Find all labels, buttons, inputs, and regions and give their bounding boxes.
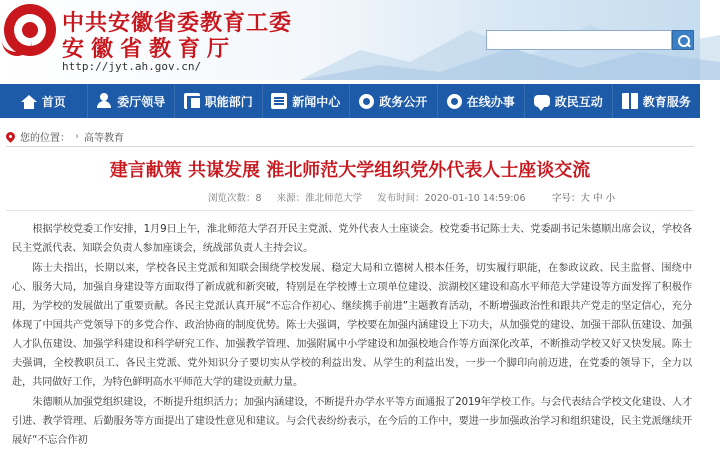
nav-item-leadership[interactable] xyxy=(88,84,176,118)
meta-info xyxy=(208,190,538,204)
article-source: 来源：淮北师范大学 xyxy=(276,193,363,204)
news-icon xyxy=(271,93,287,109)
circle-icon xyxy=(447,94,462,109)
nav-item-home[interactable] xyxy=(0,84,88,118)
breadcrumb-prefix: 您的位置： xyxy=(20,132,70,144)
main-nav xyxy=(0,84,700,118)
nav-item-gov-affairs[interactable] xyxy=(350,84,438,118)
person-icon xyxy=(96,93,112,109)
font-size-small[interactable]: 小 xyxy=(605,193,616,204)
nav-item-departments[interactable] xyxy=(175,84,263,118)
site-url: http://jyt.ah.gov.cn/ xyxy=(62,60,202,73)
chat-icon xyxy=(534,95,550,107)
nav-item-education-services[interactable] xyxy=(613,84,701,118)
article-paragraph: 朱德顺从加强党组织建设，不断提升组织活力；加强内涵建设，不断提升办学水平等方面通报了2019年学校工作。与会代表结合学校文化建设、人才引进、教学管理、后勤服务等方面提出了建设性意见和建议。与会代表纷纷表示，在今后的工作中，要进一步加强政治学习和组织建设，民主党派继续开展好“不忘合作初 xyxy=(12,397,692,446)
font-size-control xyxy=(552,190,615,204)
grid-icon xyxy=(184,93,200,109)
article-paragraph: 根据学校党委工作安排，1月9日上午，淮北师范大学召开民主党派、党外代表人士座谈会。校党委书记陈士夫、党委副书记朱德顺出席会议，学校各民主党派代表、知联会负责人参加座谈会，统战部负责人主持会议。 xyxy=(12,224,692,254)
article-body xyxy=(12,220,692,451)
location-pin-icon xyxy=(4,130,17,143)
search-input[interactable] xyxy=(486,30,672,50)
breadcrumb-current[interactable]: 高等教育 xyxy=(84,132,124,144)
divider xyxy=(6,146,694,147)
site-title-primary[interactable]: 中共安徽省委教育工委 xyxy=(62,11,293,36)
view-count: 浏览次数：8 xyxy=(208,193,262,204)
nav-label: 委厅领导 xyxy=(117,94,166,109)
nav-label: 教育服务 xyxy=(642,94,691,109)
breadcrumb xyxy=(6,128,124,144)
circle-icon xyxy=(359,94,374,109)
nav-label: 在线办事 xyxy=(466,94,515,109)
article-meta xyxy=(0,190,700,206)
article-paragraph: 陈士夫指出，长期以来，学校各民主党派和知联会围绕学校发展、稳定大局和立德树人根本任务，切实履行职能，在参政议政、民主监督、围绕中心、服务大局，加强自身建设等方面取得了新成就和新突破，特别是在学校博士立项单位建设、滨湖校区建设和高水平师范大学建设等方面发挥了积极作用，为学校的发展做出了重要贡献。各民主党派认真开展“不忘合作初心、继续携手前进”主题教育活动，不断增强政治性和跟共产党走的坚定信心，充分体现了中国共产党领导下的多党合作、政治协商的制度优势。陈士夫强调，学校要在加强内涵建设上下功夫，从加强党的建设、加强干部队伍建设、加强人才队伍建设、加强学科建设和科学研究工作、加强教学管理、加强附属中小学建设和加强校地合作等方面深化改革，不断推动学校又好又快发展。陈士夫强调，全校教职员工、各民主党派、党外知识分子要切实从学校的利益出发、从学生的利益出发，一步一个脚印向前迈进，在党委的领导下，全力以赴，共同做好工作，为特色鲜明高水平师范大学的建设贡献力量。 xyxy=(12,263,692,388)
font-size-label: 字号： xyxy=(552,193,581,204)
nav-label: 政务公开 xyxy=(379,94,428,109)
font-size-large[interactable]: 大 xyxy=(580,193,591,204)
home-icon xyxy=(21,95,37,102)
breadcrumb-separator: › xyxy=(75,130,79,142)
publish-date: 发布时间：2020-01-10 14:59:06 xyxy=(377,193,526,204)
divider xyxy=(6,210,694,211)
nav-label: 职能部门 xyxy=(204,94,253,109)
nav-item-interaction[interactable] xyxy=(525,84,613,118)
article-title: 建言献策 共谋发展 淮北师范大学组织党外代表人士座谈交流 xyxy=(109,160,591,181)
site-title-secondary[interactable]: 安徽省教育厅 xyxy=(62,37,237,62)
nav-label: 首页 xyxy=(41,94,66,109)
nav-label: 新闻中心 xyxy=(292,94,341,109)
nav-item-news[interactable] xyxy=(263,84,351,118)
book-icon xyxy=(622,93,638,109)
site-header xyxy=(0,0,700,80)
nav-item-online-services[interactable] xyxy=(438,84,526,118)
nav-label: 政民互动 xyxy=(554,94,603,109)
font-size-medium[interactable]: 中 xyxy=(593,193,603,204)
search-button[interactable] xyxy=(672,30,694,50)
